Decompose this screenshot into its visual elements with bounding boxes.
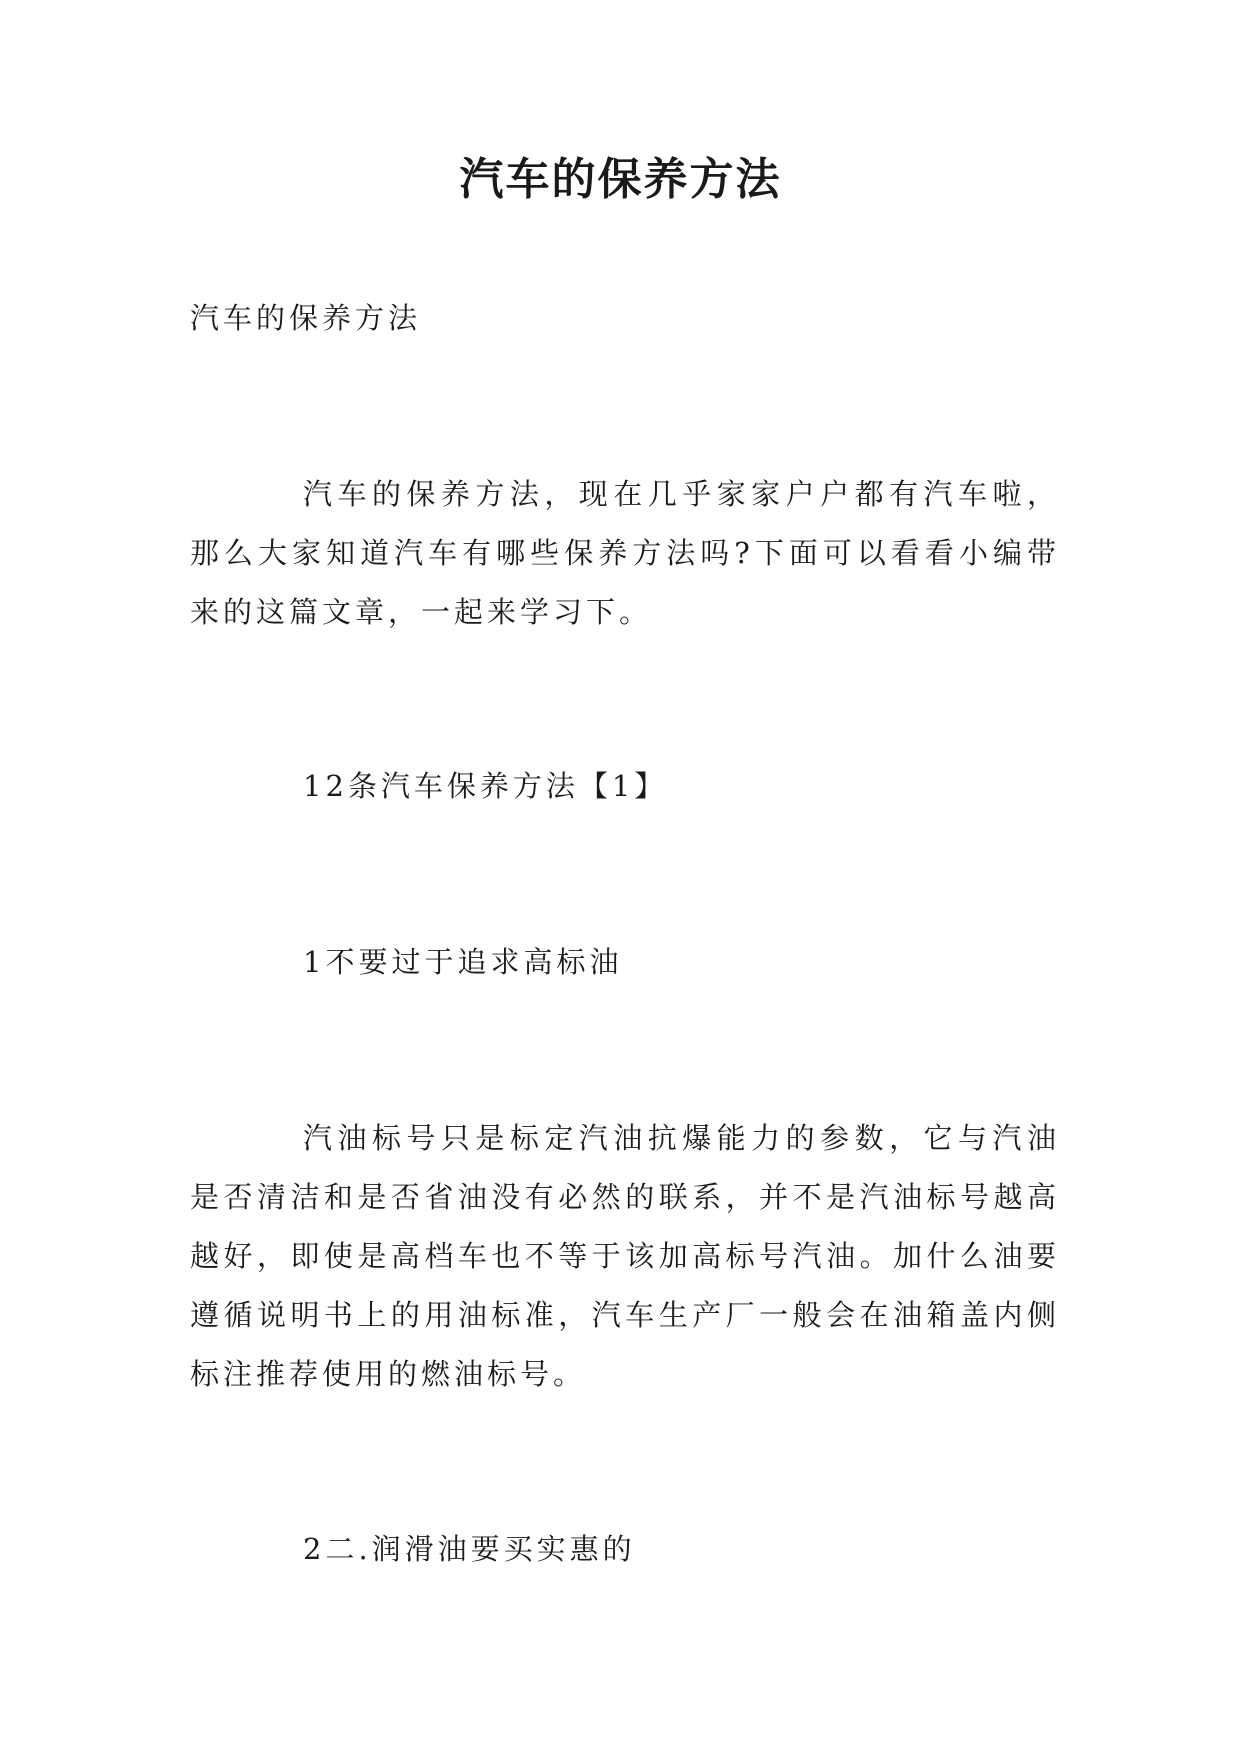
intro-paragraph: 汽车的保养方法，现在几乎家家户户都有汽车啦，那么大家知道汽车有哪些保养方法吗?下面可以看看小编带来的这篇文章，一起来学习下。 <box>190 477 1060 629</box>
document-subtitle: 汽车的保养方法 <box>190 301 422 335</box>
item-2-heading: 2二.润滑油要买实惠的 <box>303 1532 636 1566</box>
section-heading: 12条汽车保养方法【1】 <box>303 769 668 803</box>
item-1-heading: 1不要过于追求高标油 <box>303 945 623 979</box>
document-title: 汽车的保养方法 <box>459 154 782 205</box>
item-1-paragraph: 汽油标号只是标定汽油抗爆能力的参数，它与汽油是否清洁和是否省油没有必然的联系，并不是汽油标号越高越好，即使是高档车也不等于该加高标号汽油。加什么油要遵循说明书上的用油标准，汽车生产厂一般会在油箱盖内侧标注推荐使用的燃油标号。 <box>190 1121 1060 1391</box>
